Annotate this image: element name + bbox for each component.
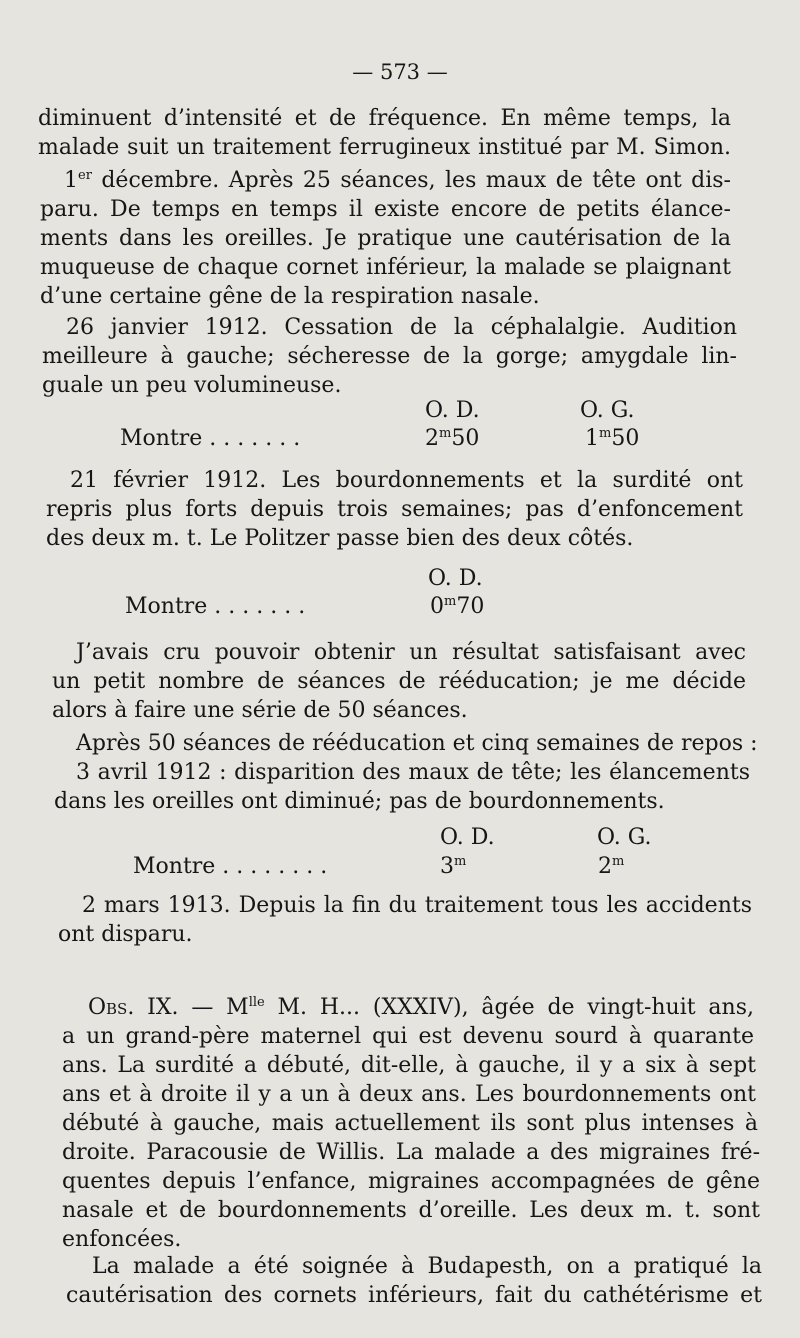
text-line: cautérisation des cornets inférieurs, fait du cathétérisme et [66, 1283, 762, 1308]
text-line: dans les oreilles ont diminué; pas de bourdonnements. [54, 789, 665, 814]
table-header-og: O. G. [597, 825, 652, 850]
text-line: repris plus forts depuis trois semaines; pas d’enfoncement [46, 497, 743, 522]
entry-date-day: 1 [64, 168, 78, 193]
value-number: 1 [585, 426, 599, 451]
entry-date-superscript: er [78, 168, 92, 183]
text-line: droite. Paracousie de Willis. La malade a des migraines fré- [62, 1140, 760, 1165]
table-value-od [430, 593, 484, 621]
value-unit: m [599, 426, 612, 441]
value-unit: m [612, 854, 625, 869]
entry-text: décembre. Après 25 séances, les maux de tête ont dis- [91, 168, 731, 193]
page-number: — 573 — [352, 60, 448, 84]
text-line: malade suit un traitement ferrugineux institué par M. Simon. [38, 135, 731, 160]
value-unit: m [454, 854, 467, 869]
value-decimal: 70 [456, 594, 485, 619]
text-line: nasale et de bourdonnements d’oreille. Les deux m. t. sont [62, 1198, 760, 1223]
observation-heading-line [88, 994, 754, 1022]
table-header-og: O. G. [580, 398, 635, 423]
title-superscript: lle [248, 995, 265, 1010]
text-line: enfoncées. [62, 1227, 182, 1252]
value-decimal: 50 [611, 426, 640, 451]
table-value-od [440, 853, 466, 881]
text-line: muqueuse de chaque cornet inférieur, la malade se plaignant [40, 255, 731, 280]
text-line: d’une certaine gêne de la respiration nasale. [40, 284, 540, 309]
table-header-od: O. D. [425, 398, 480, 423]
text-line: La malade a été soignée à Budapesth, on a pratiqué la [92, 1254, 762, 1279]
text-line: ont disparu. [58, 922, 193, 947]
value-number: 3 [440, 854, 454, 879]
value-number: 0 [430, 594, 444, 619]
text-line: 3 avril 1912 : disparition des maux de tête; les élancements [76, 760, 750, 785]
text-line: paru. De temps en temps il existe encore de petits élance- [40, 197, 731, 222]
text-line: Après 50 séances de rééducation et cinq semaines de repos : [76, 731, 758, 756]
text-line: 26 janvier 1912. Cessation de la céphalalgie. Audition [66, 315, 737, 340]
text-line: alors à faire une série de 50 séances. [52, 698, 468, 723]
value-unit: m [439, 426, 452, 441]
table-row-label: Montre . . . . . . . [120, 426, 301, 451]
table-row-label: Montre . . . . . . . [125, 594, 306, 619]
observation-label: Obs. IX. [88, 995, 179, 1020]
observation-text: M. H... (XXXIV), âgée de vingt-huit ans, [264, 995, 754, 1020]
text-line: 2 mars 1913. Depuis la fin du traitement tous les accidents [82, 893, 752, 918]
value-decimal: 50 [451, 426, 480, 451]
text-line: meilleure à gauche; sécheresse de la gorge; amygdale lin- [42, 344, 737, 369]
text-line: 21 février 1912. Les bourdonnements et la surdité ont [70, 468, 743, 493]
text-line: guale un peu volumineuse. [42, 373, 342, 398]
table-value-og [598, 853, 624, 881]
value-number: 2 [598, 854, 612, 879]
text-line: ans. La surdité a débuté, dit-elle, à gauche, il y a six à sept [62, 1053, 756, 1078]
text-line: J’avais cru pouvoir obtenir un résultat satisfaisant avec [76, 640, 746, 665]
table-header-od: O. D. [428, 566, 483, 591]
text-line: un petit nombre de séances de rééducation; je me décide [52, 669, 746, 694]
value-number: 2 [425, 426, 439, 451]
text-line: ans et à droite il y a un à deux ans. Les bourdonnements ont [62, 1082, 756, 1107]
table-row-label: Montre . . . . . . . . [133, 854, 328, 879]
value-unit: m [444, 594, 457, 609]
text-line: a un grand-père maternel qui est devenu sourd à quarante [62, 1024, 754, 1049]
table-header-od: O. D. [440, 825, 495, 850]
entry-december-first-line [64, 167, 731, 195]
text-line: diminuent d’intensité et de fréquence. En même temps, la [38, 106, 731, 131]
table-value-og [585, 425, 639, 453]
observation-text: — M [178, 995, 249, 1020]
text-line: débuté à gauche, mais actuellement ils sont plus intenses à [62, 1111, 758, 1136]
text-line: des deux m. t. Le Politzer passe bien des deux côtés. [46, 526, 634, 551]
text-line: ments dans les oreilles. Je pratique une cautérisation de la [40, 226, 731, 251]
table-value-od [425, 425, 479, 453]
text-line: quentes depuis l’enfance, migraines accompagnées de gêne [62, 1169, 760, 1194]
